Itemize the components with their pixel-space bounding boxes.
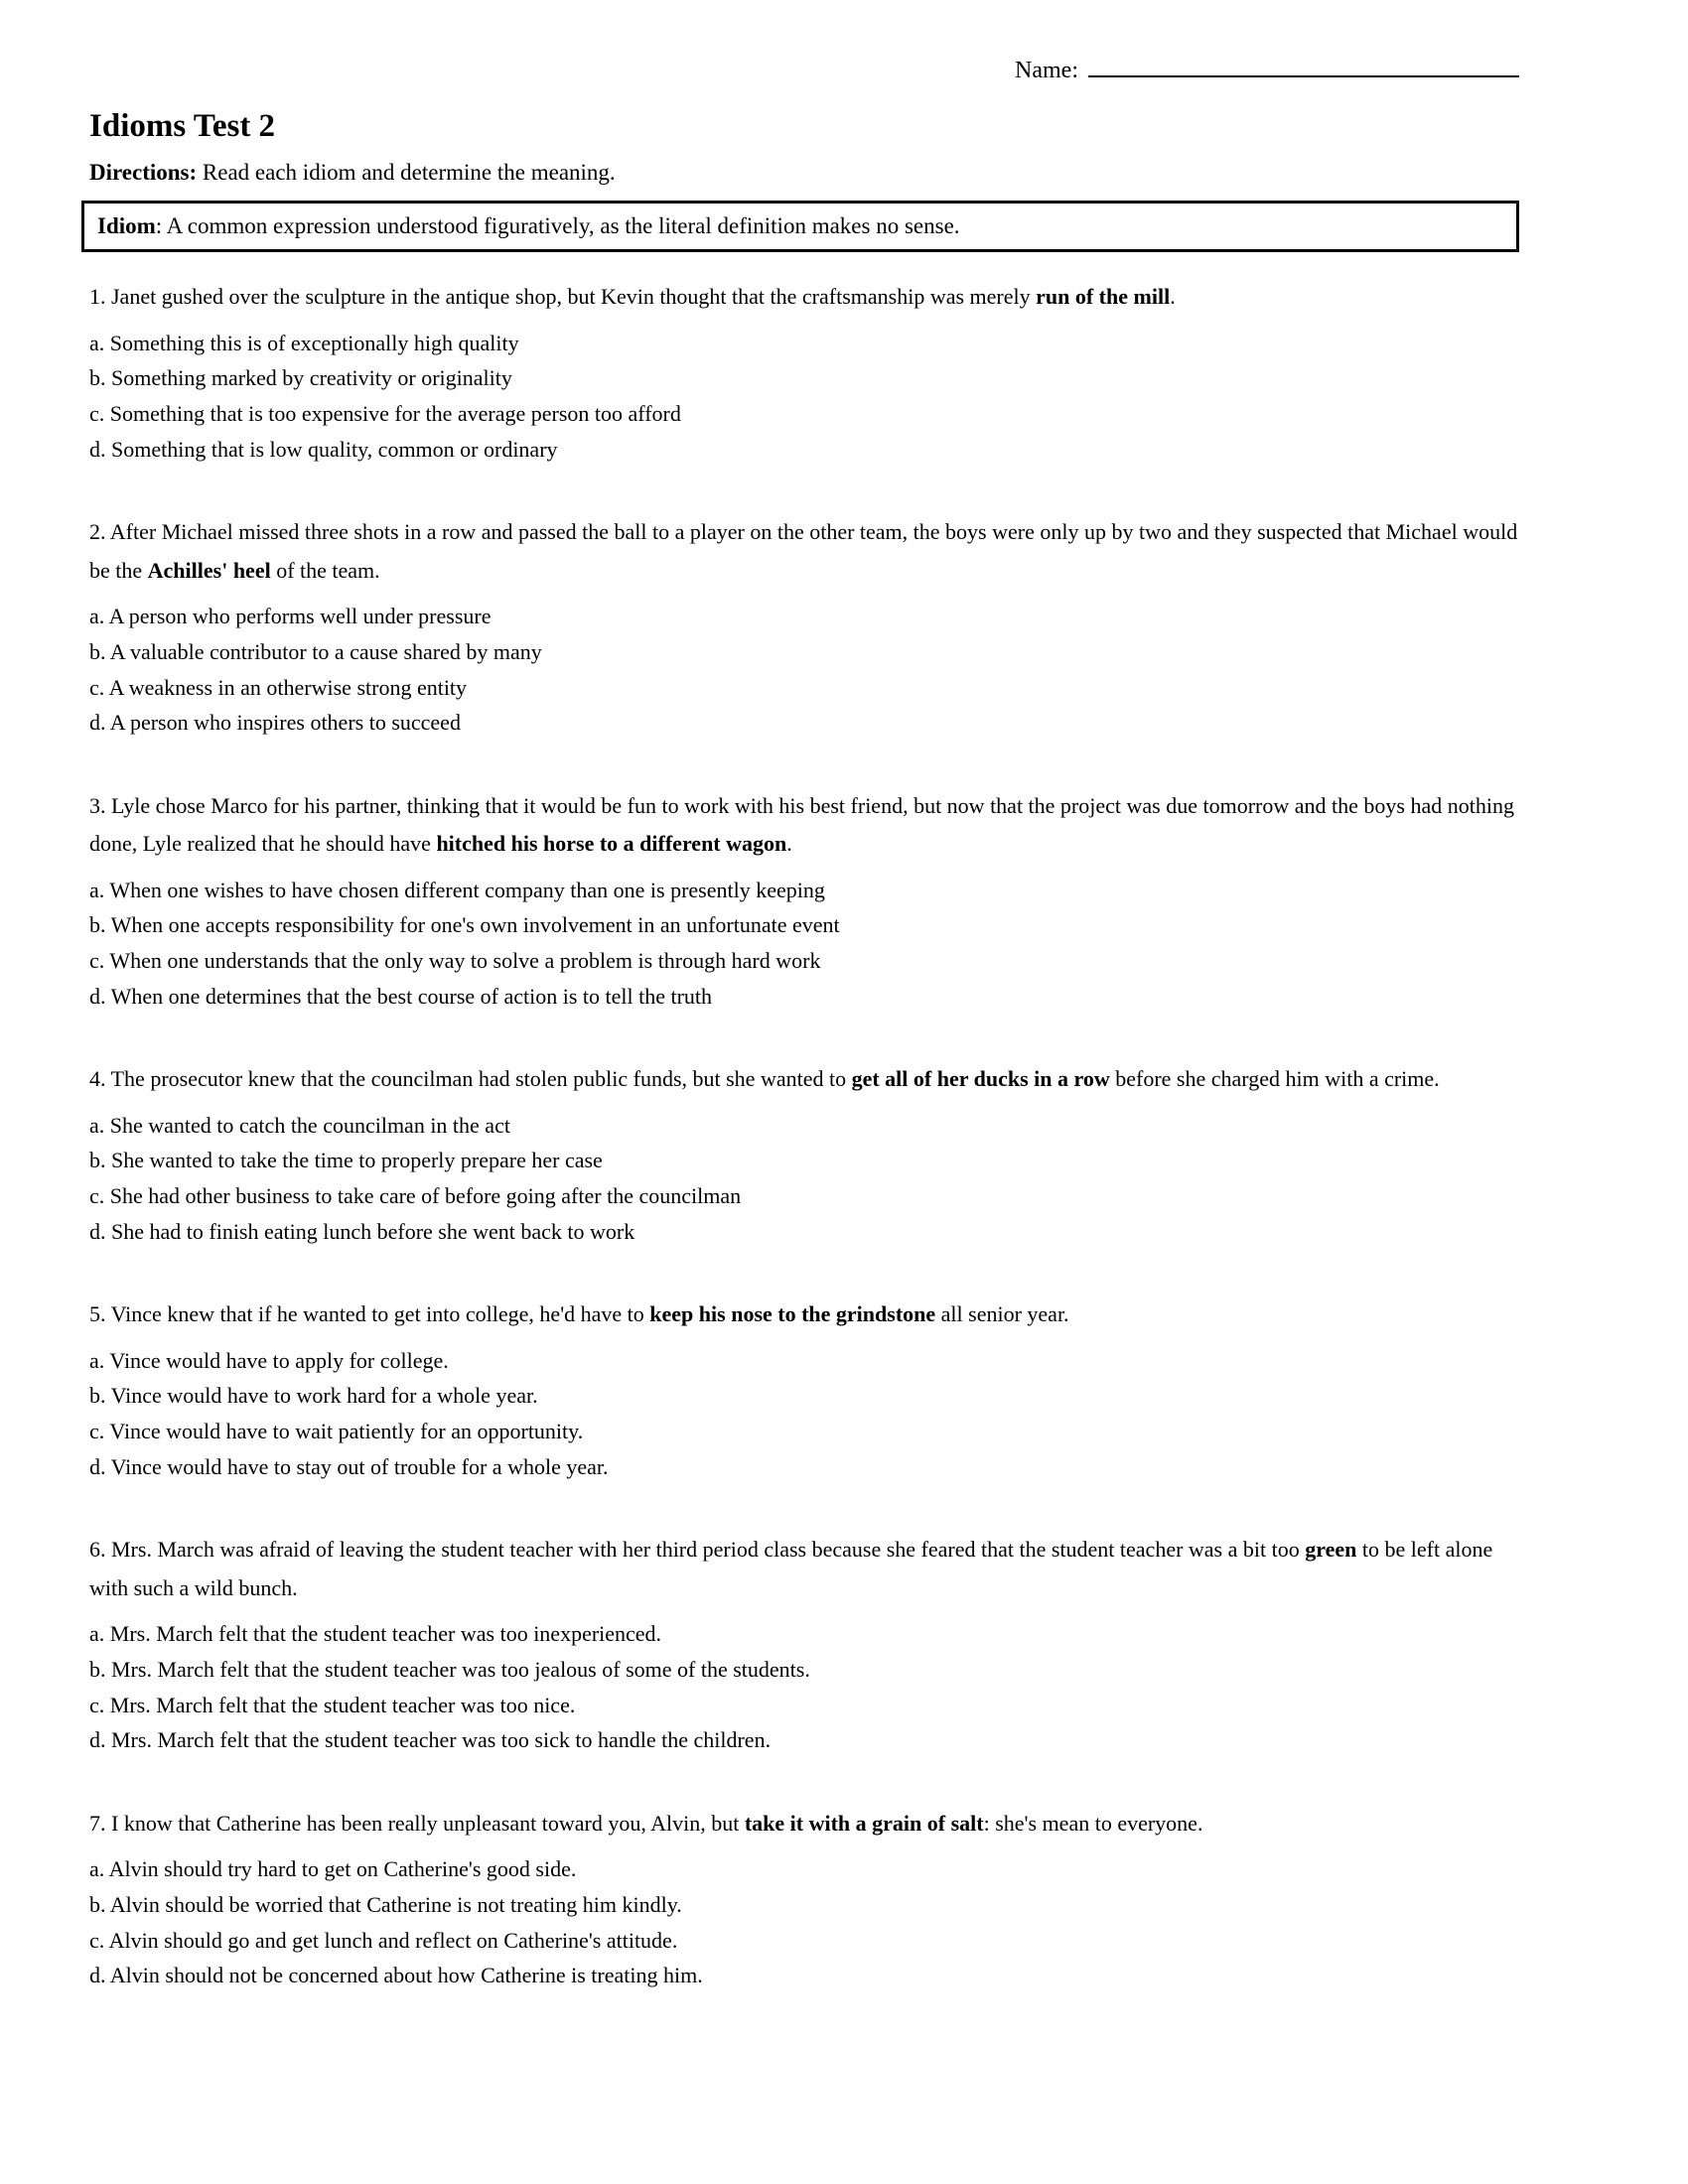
option-letter: a. bbox=[89, 877, 110, 902]
idiom-definition-box bbox=[81, 201, 1519, 252]
question-text bbox=[89, 278, 1519, 317]
question-segment: to be left alone with such a wild bunch. bbox=[89, 1537, 1493, 1600]
option-a bbox=[89, 326, 1519, 361]
options-list bbox=[89, 1616, 1519, 1758]
option-letter: c. bbox=[89, 674, 109, 700]
option-d bbox=[89, 1958, 1519, 1993]
option-b bbox=[89, 1652, 1519, 1688]
option-letter: d. bbox=[89, 1963, 110, 1988]
question-3 bbox=[89, 787, 1519, 1015]
question-text bbox=[89, 513, 1519, 590]
option-d bbox=[89, 1214, 1519, 1250]
option-a bbox=[89, 1108, 1519, 1144]
question-number: 7. bbox=[89, 1810, 111, 1836]
option-d bbox=[89, 979, 1519, 1015]
option-b bbox=[89, 634, 1519, 670]
option-c bbox=[89, 1688, 1519, 1723]
option-text: Mrs. March felt that the student teacher was too jealous of some of the students. bbox=[111, 1656, 810, 1682]
option-c bbox=[89, 943, 1519, 979]
question-5 bbox=[89, 1296, 1519, 1484]
options-list bbox=[89, 599, 1519, 741]
question-text bbox=[89, 787, 1519, 864]
option-letter: d. bbox=[89, 1453, 111, 1479]
idiom-phrase: hitched his horse to a different wagon bbox=[436, 831, 787, 857]
question-text bbox=[89, 1060, 1519, 1099]
question-2 bbox=[89, 513, 1519, 741]
option-text: Vince would have to work hard for a whole year. bbox=[110, 1383, 538, 1409]
idiom-phrase: run of the mill bbox=[1036, 284, 1171, 310]
option-letter: b. bbox=[89, 638, 110, 664]
option-d bbox=[89, 1722, 1519, 1758]
option-text: When one wishes to have chosen different company than one is presently keeping bbox=[109, 877, 825, 902]
option-c bbox=[89, 670, 1519, 706]
option-letter: c. bbox=[89, 401, 110, 427]
question-number: 6. bbox=[89, 1537, 111, 1563]
option-letter: d. bbox=[89, 983, 111, 1009]
question-4 bbox=[89, 1060, 1519, 1249]
question-segment: Vince knew that if he wanted to get into college, he'd have to bbox=[110, 1301, 650, 1327]
question-segment: : she's mean to everyone. bbox=[983, 1810, 1203, 1836]
question-segment: . bbox=[1170, 284, 1176, 310]
name-blank-line bbox=[1088, 74, 1519, 77]
question-7 bbox=[89, 1805, 1519, 1993]
options-list bbox=[89, 1343, 1519, 1485]
question-number: 4. bbox=[89, 1066, 111, 1092]
option-d bbox=[89, 705, 1519, 741]
option-text: She had other business to take care of before going after the councilman bbox=[109, 1183, 742, 1209]
option-a bbox=[89, 873, 1519, 908]
question-6 bbox=[89, 1531, 1519, 1758]
name-row bbox=[89, 58, 1519, 84]
question-segment: The prosecutor knew that the councilman had stolen public funds, but she wanted to bbox=[110, 1066, 852, 1092]
option-letter: d. bbox=[89, 710, 110, 736]
question-1 bbox=[89, 278, 1519, 467]
question-segment: of the team. bbox=[270, 557, 380, 583]
option-letter: b. bbox=[89, 1656, 111, 1682]
option-text: Alvin should not be concerned about how Catherine is treating him. bbox=[109, 1963, 703, 1988]
option-b bbox=[89, 360, 1519, 396]
option-b bbox=[89, 907, 1519, 943]
question-segment: . bbox=[786, 831, 792, 857]
option-text: Vince would have to wait patiently for an opportunity. bbox=[109, 1419, 584, 1444]
option-b bbox=[89, 1378, 1519, 1414]
option-text: Something this is of exceptionally high quality bbox=[109, 330, 519, 355]
question-text bbox=[89, 1531, 1519, 1607]
option-text: She had to finish eating lunch before she went back to work bbox=[111, 1218, 635, 1244]
idiom-phrase: keep his nose to the grindstone bbox=[649, 1301, 936, 1327]
question-segment: Lyle chose Marco for his partner, thinking that it would be fun to work with his best friend, but now that the project was due tomorrow and the boys had nothing done, Lyle realized that he should have bbox=[89, 792, 1514, 857]
option-text: She wanted to take the time to properly prepare her case bbox=[111, 1148, 603, 1173]
directions bbox=[89, 160, 1519, 186]
option-c bbox=[89, 1178, 1519, 1214]
option-a bbox=[89, 1851, 1519, 1887]
option-text: Alvin should try hard to get on Catherine's good side. bbox=[108, 1856, 577, 1882]
question-text bbox=[89, 1805, 1519, 1843]
option-text: Something that is too expensive for the average person too afford bbox=[109, 401, 681, 427]
definition-text: : A common expression understood figuratively, as the literal definition makes no sense. bbox=[155, 213, 960, 239]
definition-term: Idiom bbox=[97, 213, 156, 239]
option-letter: b. bbox=[89, 1891, 110, 1917]
option-b bbox=[89, 1143, 1519, 1178]
idiom-phrase: green bbox=[1305, 1537, 1357, 1563]
option-letter: b. bbox=[89, 1148, 111, 1173]
option-text: Mrs. March felt that the student teacher was too sick to handle the children. bbox=[111, 1727, 772, 1753]
question-text bbox=[89, 1296, 1519, 1334]
question-segment: all senior year. bbox=[935, 1301, 1069, 1327]
option-letter: c. bbox=[89, 1927, 109, 1953]
page-title: Idioms Test 2 bbox=[89, 108, 276, 144]
option-text: Mrs. March felt that the student teacher was too inexperienced. bbox=[109, 1621, 662, 1647]
option-letter: b. bbox=[89, 365, 111, 391]
options-list bbox=[89, 1851, 1519, 1993]
option-text: Vince would have to stay out of trouble for a whole year. bbox=[110, 1453, 609, 1479]
options-list bbox=[89, 873, 1519, 1015]
question-segment: Mrs. March was afraid of leaving the student teacher with her third period class because she feared that the student teacher was a bit too bbox=[111, 1537, 1306, 1563]
idiom-phrase: get all of her ducks in a row bbox=[851, 1066, 1110, 1092]
directions-text: Read each idiom and determine the meaning. bbox=[202, 160, 616, 186]
question-segment: before she charged him with a crime. bbox=[1109, 1066, 1440, 1092]
question-segment: After Michael missed three shots in a row and passed the ball to a player on the other team, the boys were only up by two and they suspected that Michael would be the bbox=[89, 519, 1518, 583]
question-segment: Janet gushed over the sculpture in the antique shop, but Kevin thought that the craftsmanship was merely bbox=[111, 284, 1037, 310]
idiom-phrase: take it with a grain of salt bbox=[744, 1810, 984, 1836]
option-letter: a. bbox=[89, 330, 110, 355]
option-c bbox=[89, 396, 1519, 432]
option-letter: a. bbox=[89, 1621, 110, 1647]
option-text: When one accepts responsibility for one's own involvement in an unfortunate event bbox=[110, 912, 840, 938]
option-letter: a. bbox=[89, 1112, 110, 1138]
option-letter: c. bbox=[89, 1183, 110, 1209]
option-a bbox=[89, 1343, 1519, 1379]
option-letter: b. bbox=[89, 1383, 111, 1409]
option-d bbox=[89, 1449, 1519, 1485]
option-text: Something that is low quality, common or ordinary bbox=[111, 436, 558, 462]
option-letter: d. bbox=[89, 436, 111, 462]
question-number: 2. bbox=[89, 519, 110, 545]
option-letter: d. bbox=[89, 1218, 111, 1244]
option-text: A weakness in an otherwise strong entity bbox=[108, 674, 468, 700]
option-text: Vince would have to apply for college. bbox=[109, 1347, 449, 1373]
question-segment: I know that Catherine has been really unpleasant toward you, Alvin, but bbox=[111, 1810, 745, 1836]
option-text: Mrs. March felt that the student teacher was too nice. bbox=[109, 1692, 576, 1717]
option-text: Alvin should be worried that Catherine is not treating him kindly. bbox=[109, 1891, 682, 1917]
option-letter: c. bbox=[89, 948, 110, 974]
option-letter: a. bbox=[89, 1856, 109, 1882]
option-letter: c. bbox=[89, 1692, 110, 1717]
options-list bbox=[89, 326, 1519, 468]
option-d bbox=[89, 432, 1519, 468]
option-c bbox=[89, 1414, 1519, 1449]
option-text: Something marked by creativity or originality bbox=[111, 365, 512, 391]
option-text: A valuable contributor to a cause shared by many bbox=[109, 638, 542, 664]
directions-label: Directions: bbox=[89, 160, 198, 186]
option-text: A person who performs well under pressure bbox=[108, 604, 492, 629]
question-number: 3. bbox=[89, 792, 111, 818]
name-label: Name: bbox=[1015, 58, 1078, 83]
option-text: A person who inspires others to succeed bbox=[109, 710, 461, 736]
question-number: 1. bbox=[89, 284, 111, 310]
questions-list bbox=[89, 278, 1519, 1993]
option-letter: c. bbox=[89, 1419, 110, 1444]
option-letter: a. bbox=[89, 604, 109, 629]
option-letter: d. bbox=[89, 1727, 111, 1753]
option-c bbox=[89, 1923, 1519, 1959]
option-letter: a. bbox=[89, 1347, 110, 1373]
option-text: When one understands that the only way to solve a problem is through hard work bbox=[109, 948, 821, 974]
option-a bbox=[89, 599, 1519, 634]
option-a bbox=[89, 1616, 1519, 1652]
options-list bbox=[89, 1108, 1519, 1250]
option-text: She wanted to catch the councilman in the act bbox=[109, 1112, 510, 1138]
option-text: When one determines that the best course of action is to tell the truth bbox=[110, 983, 713, 1009]
option-letter: b. bbox=[89, 912, 111, 938]
option-text: Alvin should go and get lunch and reflect on Catherine's attitude. bbox=[108, 1927, 678, 1953]
option-b bbox=[89, 1887, 1519, 1923]
question-number: 5. bbox=[89, 1301, 111, 1327]
idiom-phrase: Achilles' heel bbox=[147, 557, 271, 583]
